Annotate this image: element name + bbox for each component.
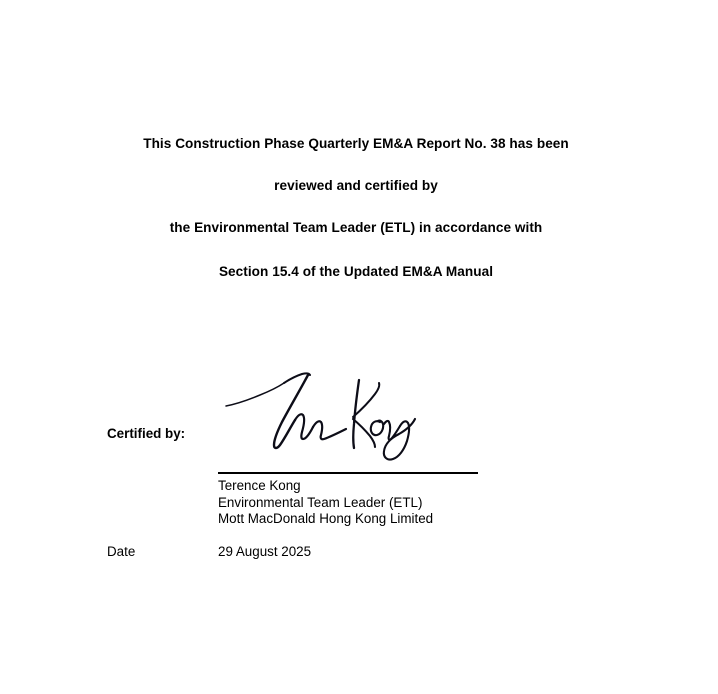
statement-line-1: This Construction Phase Quarterly EM&A Report No. 38 has been [143,136,569,151]
handwritten-signature-icon [220,362,425,462]
signature-rule [218,472,478,474]
statement-line-2: reviewed and certified by [274,177,438,193]
date-value: 29 August 2025 [218,544,312,559]
signatory-title: Environmental Team Leader (ETL) [218,494,423,510]
certification-statement [0,126,712,278]
certified-by-label: Certified by: [107,426,186,441]
statement-line-4: Section 15.4 of the Updated EM&A Manual [218,263,494,279]
signatory-details [218,478,548,528]
statement-line-3: the Environmental Team Leader (ETL) in accordance with [169,220,543,236]
signatory-organisation: Mott MacDonald Hong Kong Limited [218,511,434,527]
date-label: Date [107,544,136,559]
signatory-name: Terence Kong [218,478,301,493]
